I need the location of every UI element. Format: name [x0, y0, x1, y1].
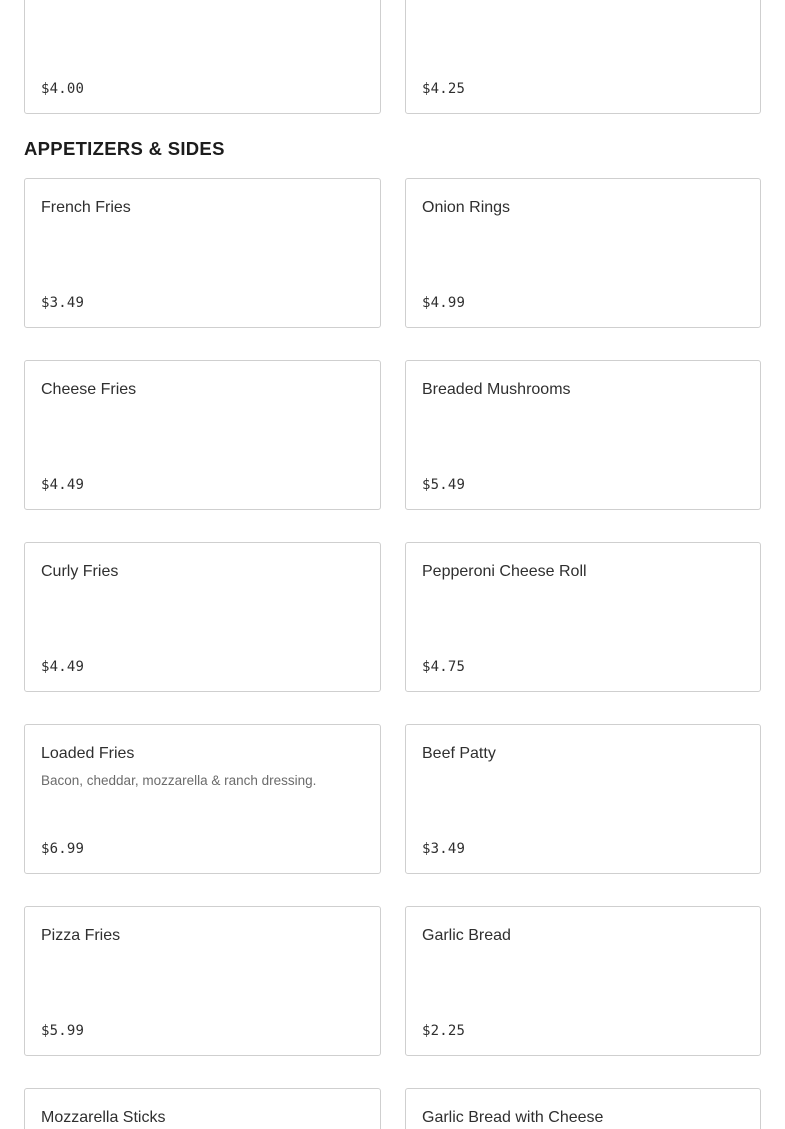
menu-item-card[interactable]: [405, 542, 761, 692]
menu-item-name: Cheese Fries: [41, 381, 137, 398]
menu-item-name: Pizza Fries: [41, 927, 121, 944]
menu-item-price: $4.99: [422, 295, 466, 311]
menu-item-name: Beef Patty: [422, 745, 496, 762]
menu-item-name: Loaded Fries: [41, 745, 135, 762]
menu-item-name: Garlic Bread with Cheese: [422, 1109, 604, 1126]
menu-item-price: $4.25: [422, 81, 466, 97]
menu-item-name: Onion Rings: [422, 199, 511, 216]
menu-item-card[interactable]: [24, 360, 381, 510]
menu-item-name: Breaded Mushrooms: [422, 381, 571, 398]
menu-item-card[interactable]: [24, 906, 381, 1056]
menu-item-price: $6.99: [41, 841, 85, 857]
menu-item-name: Mozzarella Sticks: [41, 1109, 166, 1126]
menu-item-name: Pepperoni Cheese Roll: [422, 563, 587, 580]
menu-item-price: $2.25: [422, 1023, 466, 1039]
menu-item-card[interactable]: [405, 0, 761, 114]
menu-item-price: $4.00: [41, 81, 85, 97]
menu-item-card[interactable]: [405, 178, 761, 328]
menu-item-price: $5.49: [422, 477, 466, 493]
menu-item-price: $3.49: [41, 295, 85, 311]
menu-item-card[interactable]: [24, 542, 381, 692]
menu-item-card[interactable]: [405, 360, 761, 510]
menu-item-name: French Fries: [41, 199, 131, 216]
menu-item-name: Garlic Bread: [422, 927, 511, 944]
menu-item-price: $5.99: [41, 1023, 85, 1039]
menu-item-price: $4.49: [41, 477, 85, 493]
section-title: APPETIZERS & SIDES: [24, 138, 225, 159]
menu-item-price: $4.49: [41, 659, 85, 675]
menu-item-card[interactable]: [24, 724, 381, 874]
menu-item-card[interactable]: [405, 1088, 761, 1129]
menu-item-name: Curly Fries: [41, 563, 119, 580]
menu-item-card[interactable]: [24, 178, 381, 328]
menu-item-price: $3.49: [422, 841, 466, 857]
menu-item-card[interactable]: [24, 1088, 381, 1129]
menu-item-price: $4.75: [422, 659, 466, 675]
menu-item-card[interactable]: [405, 906, 761, 1056]
menu-item-card[interactable]: [405, 724, 761, 874]
menu-item-description: Bacon, cheddar, mozzarella & ranch dressing.: [41, 773, 317, 788]
menu-item-card[interactable]: [24, 0, 381, 114]
